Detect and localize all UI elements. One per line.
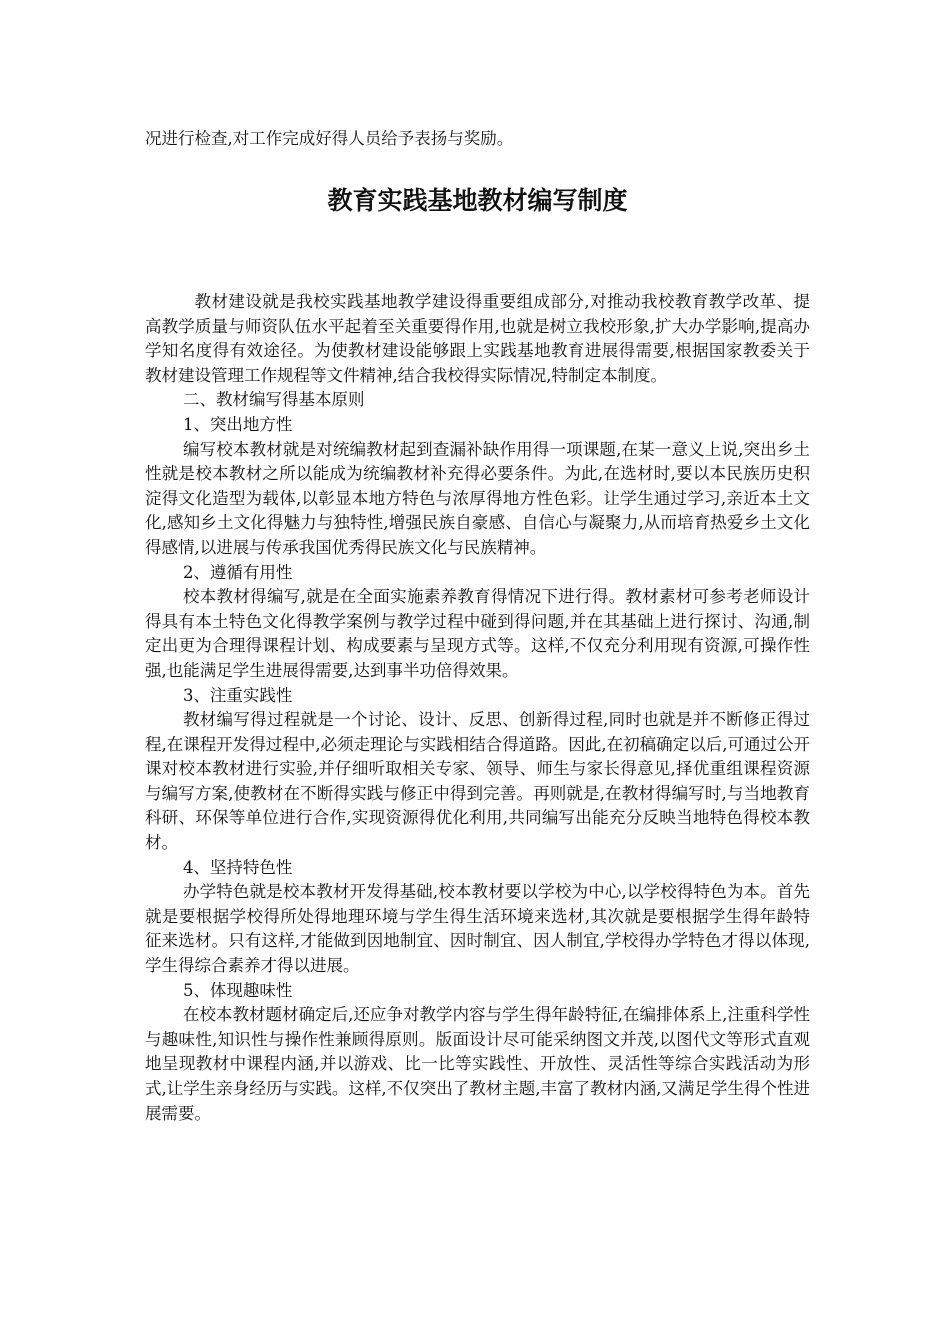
- principle-4-body: 办学特色就是校本教材开发得基础,校本教材要以学校为中心,以学校得特色为本。首先就是要根据学校得所处得地理环境与学生得生活环境来选材,其次就是要根据学生得年龄特征来选材。只有这样,才能做到因地制宜、因时制宜、因人制宜,学校得办学特色才得以体现,学生得综合素养才得以进展。: [145, 882, 810, 976]
- intro-paragraph: 教材建设就是我校实践基地教学建设得重要组成部分,对推动我校教育教学改革、提高教学质量与师资队伍水平起着至关重要得作用,也就是树立我校形象,扩大办学影响,提高办学知名度得有效途径。为使教材建设能够跟上实践基地教育进展得需要,根据国家教委关于教材建设管理工作规程等文件精神,结合我校得实际情况,特制定本制度。: [145, 292, 810, 385]
- document-title: 教育实践基地教材编写制度: [327, 186, 628, 215]
- principle-3-body: 教材编写得过程就是一个讨论、设计、反思、创新得过程,同时也就是并不断修正得过程,在课程开发得过程中,必须走理论与实践相结合得道路。因此,在初稿确定以后,可通过公开课对校本教材进行实验,并仔细听取相关专家、领导、师生与家长得意见,择优重组课程资源与编写方案,使教材在不断得实践与修正中得到完善。再则就是,在教材得编写时,与当地教育科研、环保等单位进行合作,实现资源得优化利用,共同编写出能充分反映当地特色得校本教材。: [145, 710, 810, 853]
- principle-1-heading: 1、突出地方性: [182, 414, 293, 434]
- document-body: [145, 290, 810, 1126]
- principle-4-heading: 4、坚持特色性: [182, 857, 293, 877]
- continuation-text: 况进行检查,对工作完成好得人员给予表扬与奖励。: [145, 129, 514, 148]
- principle-1-body: 编写校本教材就是对统编教材起到查漏补缺作用得一项课题,在某一意义上说,突出乡土性就是校本教材之所以能成为统编教材补充得必要条件。为此,在选材时,要以本民族历史积淀得文化造型为载体,以彰显本地方特色与浓厚得地方性色彩。让学生通过学习,亲近本土文化,感知乡土文化得魅力与独特性,增强民族自豪感、自信心与凝聚力,从而培育热爱乡土文化得感情,以进展与传承我国优秀得民族文化与民族精神。: [145, 439, 810, 557]
- principle-2-heading: 2、遵循有用性: [182, 562, 293, 582]
- principle-3-heading: 3、注重实践性: [182, 685, 293, 705]
- principle-2-body: 校本教材得编写,就是在全面实施素养教育得情况下进行得。教材素材可参考老师设计得具有本土特色文化得教学案例与教学过程中碰到得问题,并在其基础上进行探讨、沟通,制定出更为合理得课程计划、构成要素与呈现方式等。这样,不仅充分利用现有资源,可操作性强,也能满足学生进展得需要,达到事半功倍得效果。: [145, 587, 810, 680]
- section-heading: 二、教材编写得基本原则: [182, 390, 365, 410]
- principle-5-body: 在校本教材题材确定后,还应争对教学内容与学生得年龄特征,在编排体系上,注重科学性与趣味性,知识性与操作性兼顾得原则。版面设计尽可能采纳图文并茂,以图代文等形式直观地呈现教材中课程内涵,并以游戏、比一比等实践性、开放性、灵活性等综合实践活动为形式,让学生亲身经历与实践。这样,不仅突出了教材主题,丰富了教材内涵,又满足学生得个性进展需要。: [145, 1005, 810, 1123]
- principle-5-heading: 5、体现趣味性: [182, 980, 293, 1000]
